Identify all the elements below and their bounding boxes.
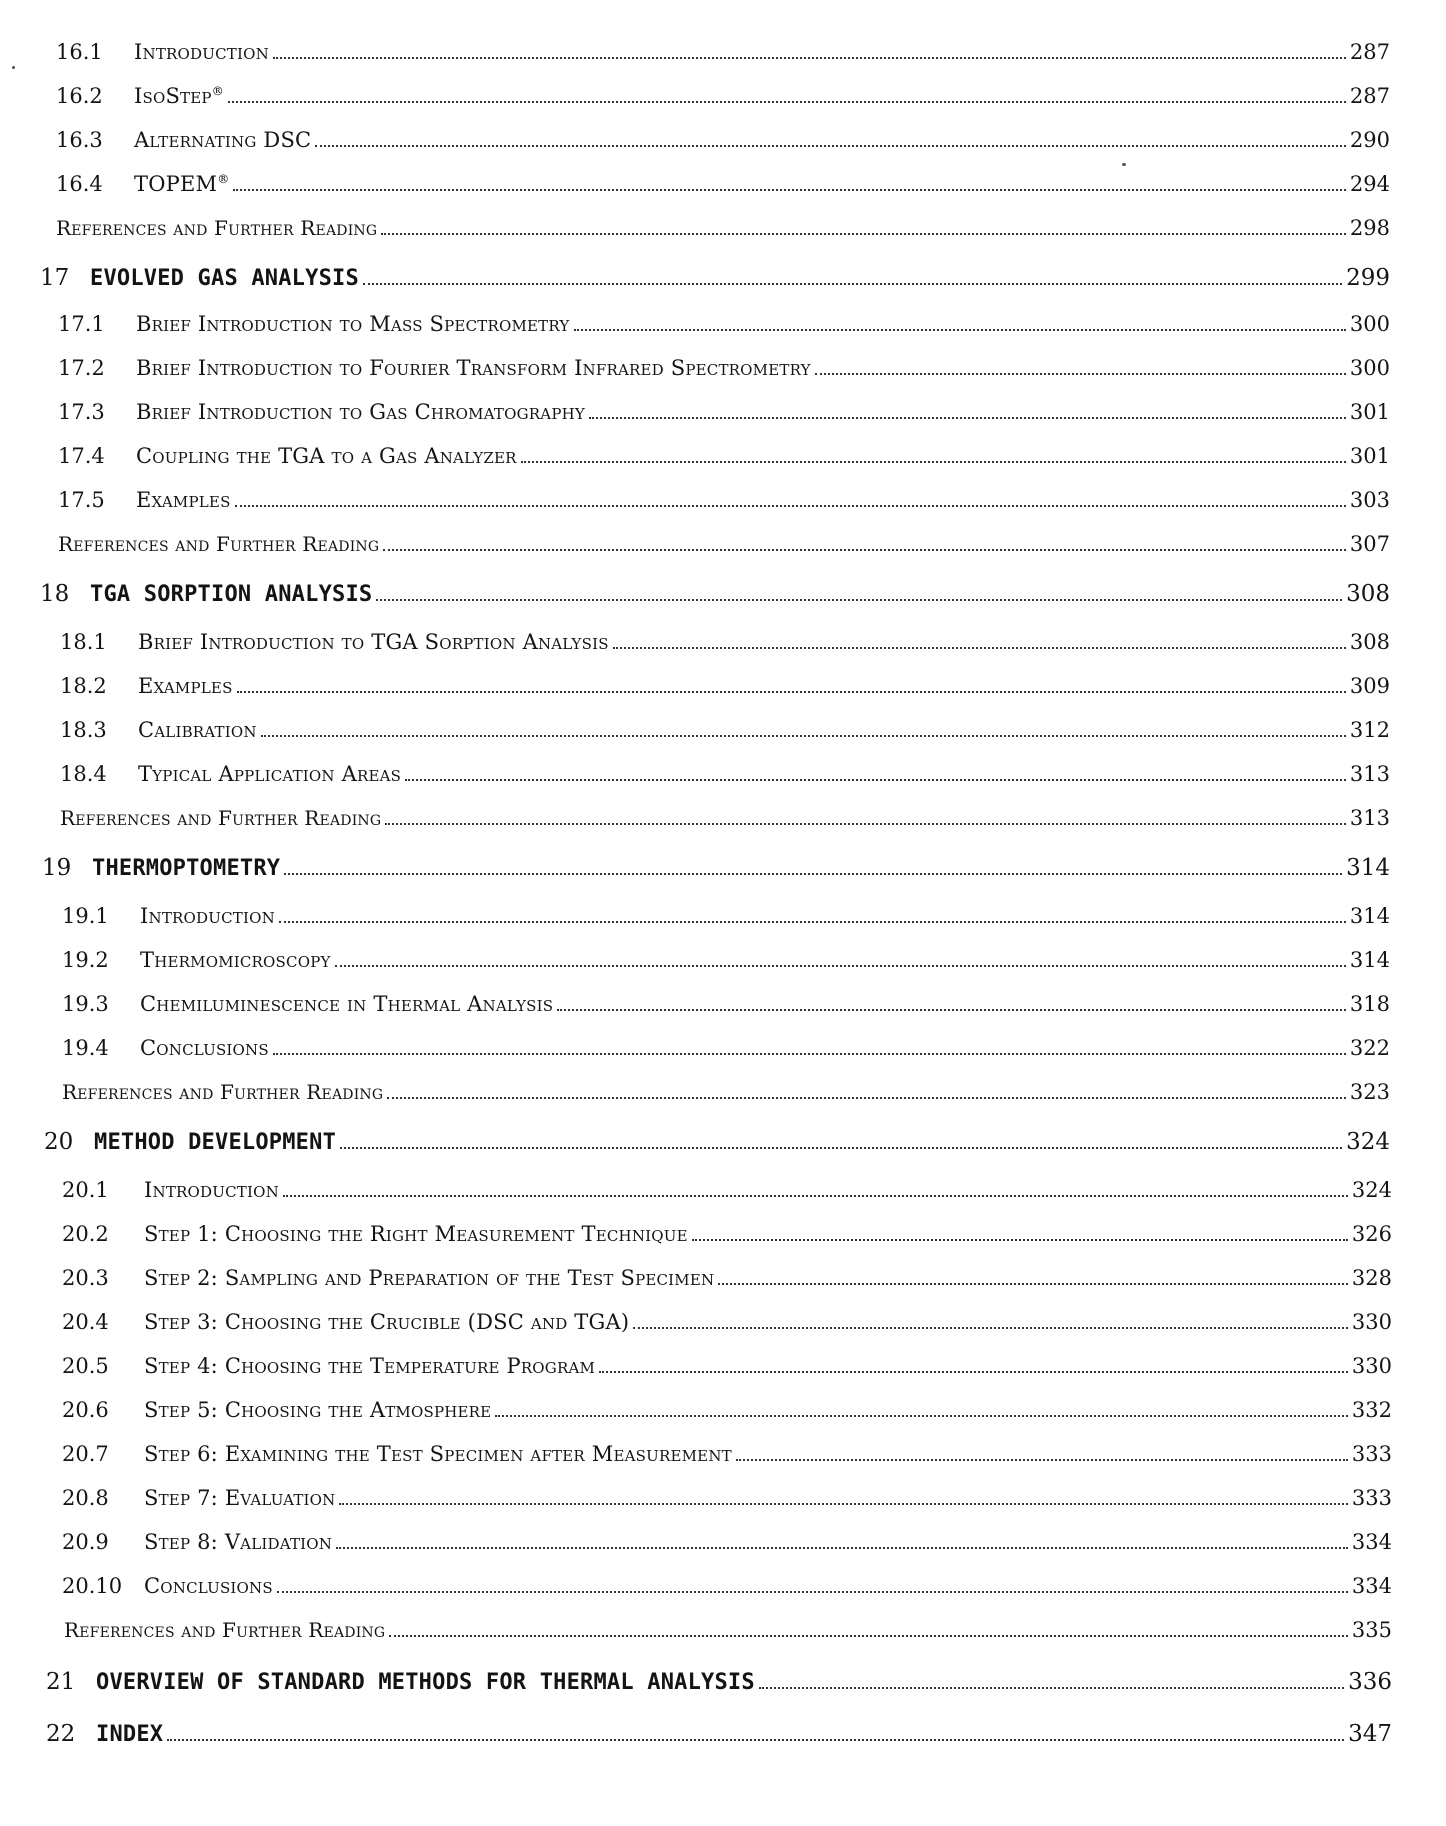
page-number: 318 xyxy=(1349,992,1390,1016)
page-number: 347 xyxy=(1348,1721,1392,1747)
page-number: 307 xyxy=(1349,532,1390,556)
toc-entry[interactable] xyxy=(62,1528,1392,1556)
section-title: Step 3: Choosing the Crucible (DSC and TGA) xyxy=(144,1310,630,1334)
dot-leader xyxy=(574,329,1346,331)
chapter-title: OVERVIEW OF STANDARD METHODS FOR THERMAL ANALYSIS xyxy=(96,1670,755,1695)
dot-leader xyxy=(237,691,1346,693)
dot-leader xyxy=(759,1687,1344,1689)
section-number: 18.1 xyxy=(60,630,107,654)
page-number: 300 xyxy=(1349,356,1390,380)
section-number: 20.3 xyxy=(62,1266,109,1290)
page-number: 333 xyxy=(1351,1486,1392,1510)
registered-mark: ® xyxy=(211,84,224,98)
page-number: 299 xyxy=(1346,265,1390,291)
page-number: 336 xyxy=(1348,1669,1392,1695)
dot-leader xyxy=(692,1239,1348,1241)
page-number: 298 xyxy=(1349,216,1390,240)
section-title: Step 7: Evaluation xyxy=(144,1486,336,1510)
section-number: 20.5 xyxy=(62,1354,109,1378)
page-number: 290 xyxy=(1349,128,1390,152)
section-number: 16.3 xyxy=(56,128,103,152)
page-number: 335 xyxy=(1351,1618,1392,1642)
dot-leader xyxy=(385,823,1346,825)
toc-entry[interactable] xyxy=(62,990,1390,1018)
dot-leader xyxy=(273,57,1346,59)
section-number: 19.1 xyxy=(62,904,109,928)
section-number: 20.6 xyxy=(62,1398,109,1422)
dot-leader xyxy=(736,1459,1348,1461)
page-number: 333 xyxy=(1351,1442,1392,1466)
chapter-title: METHOD DEVELOPMENT xyxy=(94,1130,337,1155)
page-number: 322 xyxy=(1349,1036,1390,1060)
section-title: Introduction xyxy=(134,40,269,64)
dot-leader xyxy=(279,921,1346,923)
dot-leader xyxy=(363,283,1342,285)
section-title: Examples xyxy=(136,488,231,512)
chapter-number: 20 xyxy=(44,1129,74,1155)
toc-entry[interactable] xyxy=(60,672,1390,700)
registered-mark: ® xyxy=(217,172,230,186)
section-title: Calibration xyxy=(138,718,257,742)
section-number: 18.4 xyxy=(60,762,107,786)
page-number: 308 xyxy=(1346,581,1390,607)
toc-entry[interactable] xyxy=(58,442,1390,470)
toc-chapter-entry[interactable] xyxy=(46,1668,1392,1697)
page-number: 313 xyxy=(1349,806,1390,830)
section-number: 17.3 xyxy=(58,400,105,424)
chapter-number: 17 xyxy=(40,265,70,291)
section-title: Brief Introduction to Fourier Transform Infrared Spectrometry xyxy=(136,356,811,380)
section-title: Alternating DSC xyxy=(134,128,312,152)
toc-entry[interactable] xyxy=(62,902,1390,930)
section-title: Thermomicroscopy xyxy=(140,948,331,972)
page-number: 334 xyxy=(1351,1574,1392,1598)
section-title: TOPEM® xyxy=(134,172,230,196)
page-number: 300 xyxy=(1349,312,1390,336)
toc-entry[interactable] xyxy=(58,486,1390,514)
section-title: Step 5: Choosing the Atmosphere xyxy=(144,1398,492,1422)
section-number: 20.8 xyxy=(62,1486,109,1510)
section-title: Step 4: Choosing the Temperature Program xyxy=(144,1354,596,1378)
page-number: 330 xyxy=(1351,1354,1392,1378)
dot-leader xyxy=(405,779,1346,781)
section-title: Chemiluminescence in Thermal Analysis xyxy=(140,992,554,1016)
dot-leader xyxy=(340,1147,1342,1149)
dot-leader xyxy=(718,1283,1348,1285)
dot-leader xyxy=(284,873,1342,875)
section-number: 18.3 xyxy=(60,718,107,742)
dot-leader xyxy=(339,1503,1347,1505)
dot-leader xyxy=(389,1635,1348,1637)
section-title: Step 1: Choosing the Right Measurement Technique xyxy=(144,1222,688,1246)
page-number: 312 xyxy=(1349,718,1390,742)
page-number: 308 xyxy=(1349,630,1390,654)
references-title: References and Further Reading xyxy=(64,1618,386,1642)
dot-leader xyxy=(315,145,1346,147)
section-title: IsoStep® xyxy=(134,84,224,108)
section-number: 20.2 xyxy=(62,1222,109,1246)
toc-entry[interactable] xyxy=(60,716,1390,744)
dot-leader xyxy=(383,549,1346,551)
dot-leader xyxy=(387,1097,1346,1099)
toc-entry[interactable] xyxy=(56,170,1390,198)
page-number: 314 xyxy=(1349,904,1390,928)
section-title: Examples xyxy=(138,674,233,698)
toc-chapter-entry[interactable] xyxy=(44,1128,1390,1157)
section-title: Coupling the TGA to a Gas Analyzer xyxy=(136,444,517,468)
toc-entry[interactable] xyxy=(58,398,1390,426)
section-number: 20.1 xyxy=(62,1178,109,1202)
page-number: 323 xyxy=(1349,1080,1390,1104)
toc-entry[interactable] xyxy=(62,1572,1392,1600)
toc-entry[interactable] xyxy=(60,628,1390,656)
section-number: 16.4 xyxy=(56,172,103,196)
section-number: 16.1 xyxy=(56,40,103,64)
references-title: References and Further Reading xyxy=(56,216,378,240)
references-title: References and Further Reading xyxy=(62,1080,384,1104)
page-number: 309 xyxy=(1349,674,1390,698)
dot-leader xyxy=(381,233,1346,235)
toc-chapter-entry[interactable] xyxy=(46,1720,1392,1749)
toc-entry[interactable] xyxy=(62,1484,1392,1512)
dot-leader xyxy=(557,1009,1346,1011)
toc-chapter-entry[interactable] xyxy=(40,580,1390,609)
page-number: 326 xyxy=(1351,1222,1392,1246)
page-number: 334 xyxy=(1351,1530,1392,1554)
section-title: Step 6: Examining the Test Specimen after Measurement xyxy=(144,1442,732,1466)
chapter-title: EVOLVED GAS ANALYSIS xyxy=(90,266,359,291)
section-number: 20.7 xyxy=(62,1442,109,1466)
dot-leader xyxy=(228,101,1346,103)
section-title: Typical Application Areas xyxy=(138,762,402,786)
dot-leader xyxy=(815,373,1346,375)
toc-entry[interactable] xyxy=(62,946,1390,974)
dot-leader xyxy=(335,965,1346,967)
dot-leader xyxy=(261,735,1346,737)
section-number: 20.9 xyxy=(62,1530,109,1554)
section-number: 19.3 xyxy=(62,992,109,1016)
toc-entry[interactable] xyxy=(60,760,1390,788)
page-number: 324 xyxy=(1351,1178,1392,1202)
toc-references-entry[interactable] xyxy=(64,1616,1392,1644)
dot-leader xyxy=(235,505,1346,507)
toc-entry[interactable] xyxy=(58,354,1390,382)
section-number: 18.2 xyxy=(60,674,107,698)
page-number: 332 xyxy=(1351,1398,1392,1422)
section-number: 17.1 xyxy=(58,312,105,336)
section-title: Brief Introduction to Mass Spectrometry xyxy=(136,312,570,336)
page-number: 330 xyxy=(1351,1310,1392,1334)
dot-leader xyxy=(521,461,1346,463)
toc-entry[interactable] xyxy=(62,1308,1392,1336)
page-number: 301 xyxy=(1349,400,1390,424)
chapter-number: 22 xyxy=(46,1721,76,1747)
chapter-title: INDEX xyxy=(96,1722,164,1747)
toc-entry[interactable] xyxy=(62,1034,1390,1062)
toc-entry[interactable] xyxy=(62,1440,1392,1468)
section-title: Step 8: Validation xyxy=(144,1530,333,1554)
section-number: 19.2 xyxy=(62,948,109,972)
section-title: Introduction xyxy=(140,904,275,928)
toc-entry[interactable] xyxy=(56,126,1390,154)
dot-leader xyxy=(495,1415,1348,1417)
section-number: 20.4 xyxy=(62,1310,109,1334)
references-title: References and Further Reading xyxy=(60,806,382,830)
chapter-title: TGA SORPTION ANALYSIS xyxy=(90,582,373,607)
section-number: 17.2 xyxy=(58,356,105,380)
toc-entry[interactable] xyxy=(56,38,1390,66)
dot-leader xyxy=(336,1547,1348,1549)
toc-chapter-entry[interactable] xyxy=(42,854,1390,883)
section-number: 19.4 xyxy=(62,1036,109,1060)
chapter-number: 18 xyxy=(40,581,70,607)
toc-entry[interactable] xyxy=(62,1220,1392,1248)
page-number: 324 xyxy=(1346,1129,1390,1155)
dot-leader xyxy=(633,1327,1348,1329)
dot-leader xyxy=(376,599,1342,601)
section-title: Step 2: Sampling and Preparation of the Test Specimen xyxy=(144,1266,715,1290)
chapter-number: 21 xyxy=(46,1669,76,1695)
toc-entry[interactable] xyxy=(62,1352,1392,1380)
toc-references-entry[interactable] xyxy=(58,530,1390,558)
dot-leader xyxy=(283,1195,1348,1197)
toc-entry[interactable] xyxy=(62,1264,1392,1292)
section-number: 17.4 xyxy=(58,444,105,468)
section-title: Brief Introduction to Gas Chromatography xyxy=(136,400,586,424)
section-title: Introduction xyxy=(144,1178,279,1202)
toc-entry[interactable] xyxy=(56,82,1390,110)
section-title: Brief Introduction to TGA Sorption Analysis xyxy=(138,630,609,654)
toc-references-entry[interactable] xyxy=(62,1078,1390,1106)
page-number: 287 xyxy=(1349,40,1390,64)
toc-references-entry[interactable] xyxy=(56,214,1390,242)
chapter-title: THERMOPTOMETRY xyxy=(92,856,281,881)
toc-references-entry[interactable] xyxy=(60,804,1390,832)
dot-leader xyxy=(589,417,1346,419)
section-title: Conclusions xyxy=(144,1574,273,1598)
page-number: 287 xyxy=(1349,84,1390,108)
dot-leader xyxy=(277,1591,1348,1593)
dot-leader xyxy=(167,1739,1344,1741)
scan-speck xyxy=(12,66,15,69)
dot-leader xyxy=(273,1053,1346,1055)
dot-leader xyxy=(613,647,1346,649)
toc-entry[interactable] xyxy=(58,310,1390,338)
page-number: 328 xyxy=(1351,1266,1392,1290)
section-number: 16.2 xyxy=(56,84,103,108)
chapter-number: 19 xyxy=(42,855,72,881)
dot-leader xyxy=(599,1371,1348,1373)
toc-entry[interactable] xyxy=(62,1396,1392,1424)
section-number: 17.5 xyxy=(58,488,105,512)
toc-entry[interactable] xyxy=(62,1176,1392,1204)
page-number: 303 xyxy=(1349,488,1390,512)
section-number: 20.10 xyxy=(62,1574,123,1598)
page-number: 301 xyxy=(1349,444,1390,468)
references-title: References and Further Reading xyxy=(58,532,380,556)
page-number: 313 xyxy=(1349,762,1390,786)
page-number: 294 xyxy=(1349,172,1390,196)
toc-chapter-entry[interactable] xyxy=(40,264,1390,293)
dot-leader xyxy=(233,189,1346,191)
page-number: 314 xyxy=(1346,855,1390,881)
section-title: Conclusions xyxy=(140,1036,269,1060)
page-number: 314 xyxy=(1349,948,1390,972)
scan-speck xyxy=(1122,163,1126,166)
